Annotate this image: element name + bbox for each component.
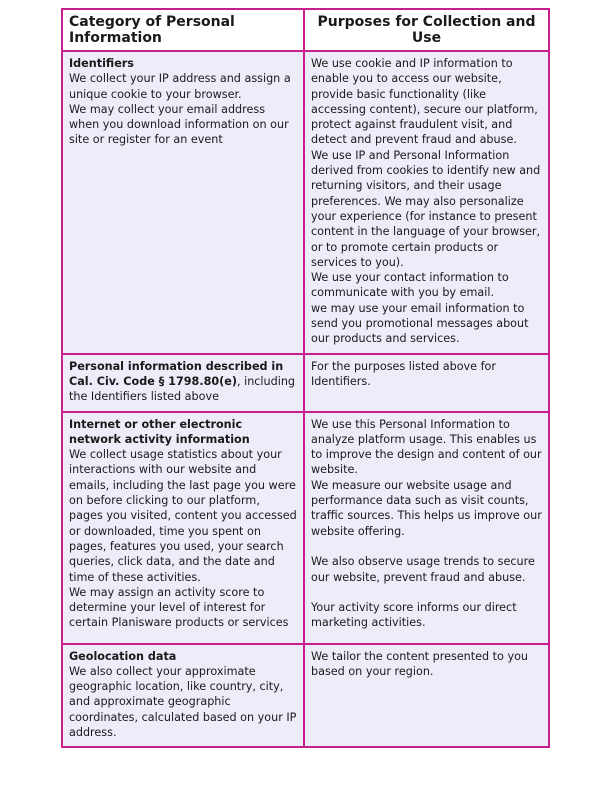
table-row <box>62 644 549 748</box>
table-header-row <box>62 9 549 51</box>
purpose-text: We also observe usage trends to secure our website, prevent fraud and abuse. <box>311 555 535 584</box>
purpose-cell <box>304 354 549 412</box>
table-row <box>62 354 549 412</box>
category-title: Internet or other electronic network activity information <box>69 417 250 446</box>
table-row <box>62 412 549 644</box>
purpose-text: We use cookie and IP information to enable you to access our website, provide basic functionality (like accessing content), secure our platform, protect against fraudulent visit, and detect and prevent fraud and abuse. <box>311 57 538 147</box>
header-purposes: Purposes for Collection and Use <box>304 9 549 51</box>
category-cell <box>62 354 304 412</box>
category-cell <box>62 644 304 748</box>
purpose-text: We use your contact information to communicate with you by email. <box>311 271 509 300</box>
category-cell <box>62 412 304 644</box>
purpose-cell <box>304 644 549 748</box>
purpose-text: For the purposes listed above for Identifiers. <box>311 359 497 388</box>
category-title: Geolocation data <box>69 649 177 663</box>
category-text: , including the Identifiers listed above <box>69 374 296 404</box>
privacy-table-container <box>61 8 548 748</box>
table-row <box>62 51 549 354</box>
purpose-text: we may use your email information to send you promotional messages about our products and services. <box>311 301 529 346</box>
category-text: We may collect your email address when you download information on our site or register for an event <box>69 102 289 147</box>
category-cell <box>62 51 304 354</box>
purpose-text: We measure our website usage and performance data such as visit counts, traffic sources. This helps us improve our website offering. <box>311 478 542 538</box>
purpose-cell <box>304 412 549 644</box>
purpose-cell <box>304 51 549 354</box>
header-category: Category of Personal Information <box>62 9 304 51</box>
paragraph-gap <box>311 585 542 600</box>
purpose-text: We use IP and Personal Information derived from cookies to identify new and returning visitors, and their usage preferences. We may also personalize your experience (for instance to present content in the language of your browser, or to promote certain products or services to you). <box>311 148 541 269</box>
category-text: We may assign an activity score to determine your level of interest for certain Planisware products or services <box>69 585 289 630</box>
category-title: Personal information described in Cal. Civ. Code § 1798.80(e) <box>69 359 284 388</box>
privacy-table <box>61 8 550 748</box>
category-text: We collect usage statistics about your interactions with our website and emails, including the last page you were on before clicking to our platform, pages you visited, content you accessed or downloaded, time you spent on pages, features you used, your search queries, click data, and the date and time of these activities. <box>69 448 297 584</box>
category-title: Identifiers <box>69 57 134 70</box>
category-text: We also collect your approximate geographic location, like country, city, and approximate geographic coordinates, calculated based on your IP address. <box>69 664 297 740</box>
category-text: We collect your IP address and assign a unique cookie to your browser. <box>69 72 291 101</box>
purpose-text: We use this Personal Information to analyze platform usage. This enables us to improve the design and content of our website. <box>311 417 542 477</box>
paragraph-gap <box>311 539 542 554</box>
purpose-text: We tailor the content presented to you based on your region. <box>311 649 529 678</box>
purpose-text: Your activity score informs our direct marketing activities. <box>311 601 517 630</box>
